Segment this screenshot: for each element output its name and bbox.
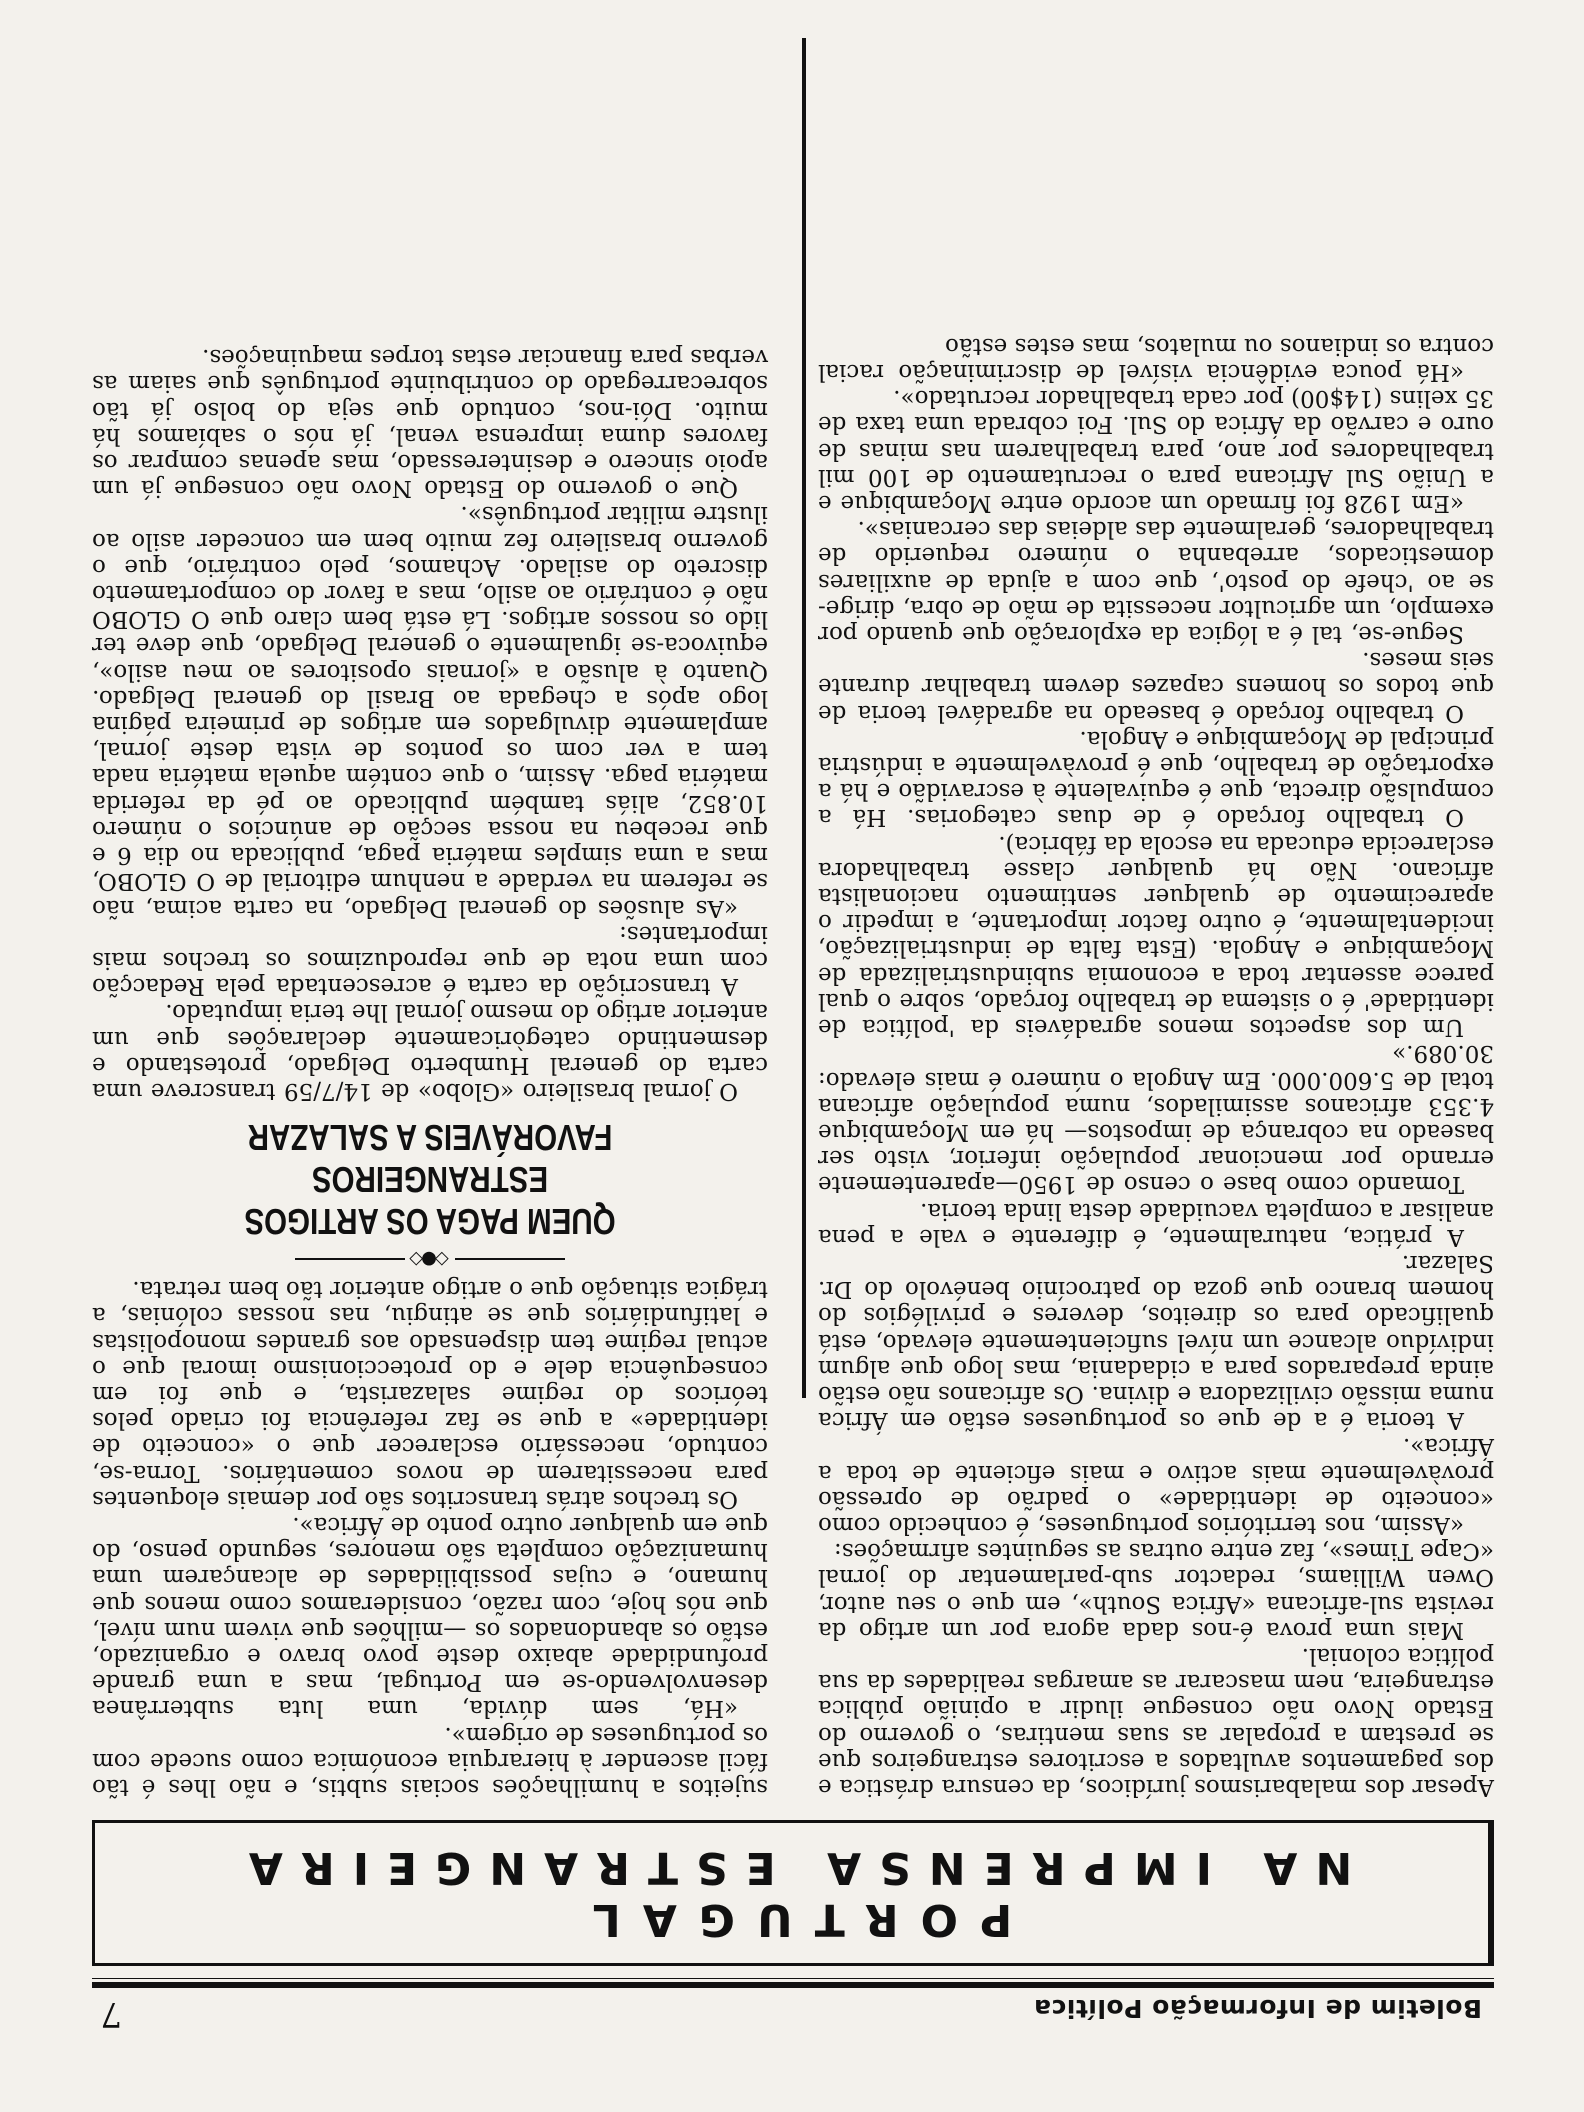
- headline-line2: FAVORÁVEIS A SALAZAR: [247, 1116, 613, 1158]
- paragraph: A transcrição da carta é acrescentada pela Redacção com uma nota de que reproduzimos os trechos mais importantes:: [92, 920, 769, 1000]
- page-number: 7: [100, 1994, 123, 2034]
- paragraph: Os trechos atrás transcritos são por demais eloquentes para necessitarem de novos comentários. Torna-se, contudo, necessário esclarecer que o «conceito de identidade» a que se faz referência foi criado pelos teóricos do regime salazarista, e que foi em consequência dele e do proteccionismo imoral que o actual regime tem dispensado aos grandes monopolistas e latifundiários que se atingiu, nas nossas colónias, a trágica situação que o artigo anterior tão bem retrata.: [92, 1276, 769, 1512]
- left-column: [818, 80, 1494, 1800]
- paragraph: Que o governo do Estado Novo não consegue já um apoio sincero e desinteressado, mas apenas comprar os favores duma imprensa venal, já nós o sabíamos há muito. Dói-nos, contudo que seja do bolso já tão sobrecarregado do contribuinte português que saiam as verbas para financiar estas torpes maquinações.: [92, 344, 769, 502]
- column-divider: [802, 38, 806, 1398]
- ornament-divider: ◇●◇: [92, 1248, 768, 1270]
- paragraph: «Em 1928 foi firmado um acordo entre Moçambique e a União Sul Africana para o recrutamento de 100 mil trabalhadores por ano, para trabalharem nas minas de ouro e carvão da África do Sul. Foi cobrada uma taxa de 35 xelins (14$00) por cada trabalhador recrutado».: [817, 385, 1494, 517]
- paragraph: «As alusões do general Delgado, na carta acima, não se referem na verdade a nenhum editorial de O GLOBO, mas a uma simples matéria paga, publicada no dia 6 e que recebeu na nossa secção de anúncios o número 10.852, aliás também publicado ao pé da referida matéria paga. Assim, o que contém aquela matéria nada tem a ver com os pontos de vista deste jornal, amplamente divulgados em artigos de primeira página logo após a chegada ao Brasil do general Delgado. Quanto à alusão a «jornais opositores ao meu asilo», equivoca-se igualmente o general Delgado, que deve ter lido os nossos artigos. Lá está bem claro que O GLOBO não é contrário ao asilo, mas a favor do comportamento discreto do asilado. Achamos, pelo contrário, que o governo brasileiro fez muito bem em conceder asilo ao ilustre militar português».: [92, 501, 769, 921]
- paragraph: «Assim, nos territórios portugueses, é conhecido como «conceito de identidade» o padrão de opressão provàvelmente mais activo e mais eficiente de toda a África».: [817, 1433, 1494, 1538]
- paragraph: «Há, sem dúvida, uma luta subterrânea desenvolvendo-se em Portugal, mas a uma grande profundidade abaixo deste povo bravo e organizado, estão os abandonados os —milhões que vivem num nível, que nós hoje, com razão, consideramos como menos que humano, e cujas possibilidades de alcançarem uma humanização completa são menores, segundo penso, do que em qualquer outro ponto de África».: [92, 1511, 769, 1722]
- paragraph: Tomando como base o censo de 1950—aparentemente errando por mencionar população inferior, visto ser baseado na cobrança de impostos— há em Moçambique 4.353 africanos assimilados, numa população africana total de 5.600.000. Em Angola o número é mais elevado: 30.089.»: [817, 1040, 1494, 1198]
- article-columns: [92, 80, 1494, 1800]
- header-rule-thin: [92, 1978, 1494, 1979]
- header-rule: [92, 1982, 1494, 1988]
- paragraph: Apesar dos malabarismos jurídicos, da censura drástica e dos pagamentos avultados a escritores estrangeiros que se prestam a propalar as suas mentiras, o governo do Estado Novo não consegue iludir a opinião pública estrangeira, nem mascarar as amargas realidades da sua política colonial.: [817, 1642, 1494, 1800]
- section-title-line1: PORTUGAL: [570, 1894, 1013, 1945]
- paragraph: Um dos aspectos menos agradáveis da 'política de identidade' é o sistema de trabalho forçado, sobre o qual parece assentar toda a economia subindustrializada de Moçambique e Angola. (Esta falta de industrialização, incidentalmente, é outro factor importante, a impedir o aparecimento de qualquer sentimento nacionalista africano. Não há qualquer classe trabalhadora esclarecida educada na escola da fábrica).: [817, 830, 1494, 1041]
- headline-line1: QUEM PAGA OS ARTIGOS ESTRANGEIROS: [244, 1158, 616, 1242]
- paragraph: A teoria é a de que os portugueses estão em África numa missão civilizadora e divina. Os africanos não estão ainda preparados para a cidadania, mas logo que algum indivíduo alcance um nível suficientemente elevado, está qualificado para os direitos, deveres e privilégios do homem branco que goza do patrocínio benévolo do Dr. Salazar.: [817, 1249, 1494, 1434]
- paragraph: Segue-se, tal é a lógica da exploração que quando por exemplo, um agricultor necessita de mão de obra, dirige-se ao 'chefe do posto', que com a ajuda de auxiliares domesticados, arrebanha o número requerido de trabalhadores, geralmente das aldeias das cercanias».: [817, 516, 1494, 648]
- paragraph: A prática, naturalmente, é diferente e vale a pena analisar a completa vacuidade desta linda teoria.: [817, 1197, 1494, 1250]
- running-head-title: Boletim de Informação Política: [1033, 1994, 1482, 2023]
- paragraph: Mais uma prova é-nos dada agora por um artigo da revista sul-africana «Africa South», em que o seu autor, Owen Williams, redactor sub-parlamentar do jornal «Cape Times», faz entre outras as seguintes afirmações:: [817, 1538, 1494, 1643]
- paragraph: O trabalho forçado é baseado na agradável teoria de que todos os homens capazes devem trabalhar durante seis meses.: [817, 647, 1494, 726]
- right-column: [92, 80, 768, 1800]
- section-title-line2: NA IMPRENSA ESTRANGEIRA: [230, 1842, 1353, 1893]
- paragraph: O trabalho forçado é de duas categorias. Há a compulsão directa, que é equivalente à escravidão e há a exportação de trabalho, que é provàvelmente a indústria principal de Moçambique e Angola.: [817, 725, 1494, 831]
- paragraph: «Há pouca evidência visível de discriminação racial contra os indianos ou mulatos, mas estes estão: [817, 332, 1494, 386]
- section-title-box: [92, 1820, 1494, 1966]
- article-headline: [153, 1116, 707, 1242]
- running-head: [92, 1988, 1494, 2034]
- paragraph: sujeitos a humilhações sociais subtis, e não lhes é tão fácil ascender à hierarquia económica como sucede com os portugueses de origem».: [92, 1721, 769, 1800]
- paragraph: O jornal brasileiro «Globo» de 14/7/59 transcreve uma carta do general Humberto Delgado, protestando e desmentindo categòricamente declarações que um anterior artigo do mesmo jornal lhe teria imputado.: [92, 999, 769, 1104]
